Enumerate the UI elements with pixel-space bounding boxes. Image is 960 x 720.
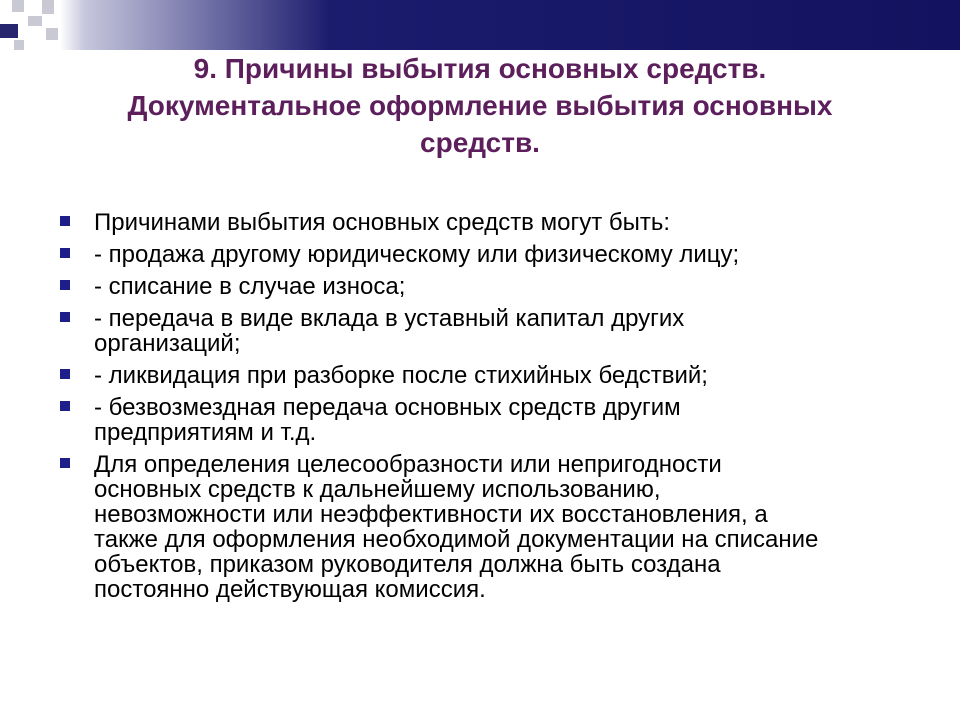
list-item <box>56 452 916 602</box>
list-item-text: - передача в виде вклада в уставный капитал других <box>94 305 685 332</box>
title-line: средств. <box>420 127 540 158</box>
list-item-text: также для оформления необходимой документации на списание <box>94 526 819 553</box>
list-item-text: объектов, приказом руководителя должна быть создана <box>94 551 721 578</box>
header-gradient-band <box>0 0 960 50</box>
list-item <box>56 210 916 235</box>
corner-square-decoration <box>28 16 42 26</box>
list-item-text: - ликвидация при разборке после стихийных бедствий; <box>94 362 708 389</box>
list-item <box>56 395 916 445</box>
title-line: Документальное оформление выбытия основных <box>127 90 833 121</box>
list-item <box>56 242 916 267</box>
list-item-text: - безвозмездная передача основных средств другим <box>94 394 681 421</box>
square-bullet-icon <box>60 401 70 411</box>
corner-square-decoration <box>34 38 46 50</box>
list-item-text: невозможности или неэффективности их восстановления, а <box>94 501 768 528</box>
page-title <box>40 50 920 161</box>
list-item-text: Для определения целесообразности или непригодности <box>94 451 722 478</box>
list-item-text: основных средств к дальнейшему использованию, <box>94 476 661 503</box>
title-line: 9. Причины выбытия основных средств. <box>193 53 767 84</box>
square-bullet-icon <box>60 216 70 226</box>
square-bullet-icon <box>60 280 70 290</box>
corner-square-decoration <box>14 40 24 50</box>
square-bullet-icon <box>60 458 70 468</box>
square-bullet-icon <box>60 369 70 379</box>
list-item-text: постоянно действующая комиссия. <box>94 576 486 603</box>
bullet-list <box>56 210 916 602</box>
list-item-text: - списание в случае износа; <box>94 273 406 300</box>
square-bullet-icon <box>60 312 70 322</box>
corner-square-decoration <box>12 0 24 12</box>
list-item-text: предприятиям и т.д. <box>94 419 317 446</box>
list-item <box>56 306 916 356</box>
square-bullet-icon <box>60 248 70 258</box>
corner-square-decoration <box>42 0 54 14</box>
list-item <box>56 363 916 388</box>
list-item-text: - продажа другому юридическому или физическому лицу; <box>94 241 740 268</box>
corner-square-decoration <box>0 24 18 38</box>
list-item-text: организаций; <box>94 330 241 357</box>
corner-square-decoration <box>46 28 58 40</box>
list-item <box>56 274 916 299</box>
list-item-text: Причинами выбытия основных средств могут быть: <box>94 209 671 236</box>
